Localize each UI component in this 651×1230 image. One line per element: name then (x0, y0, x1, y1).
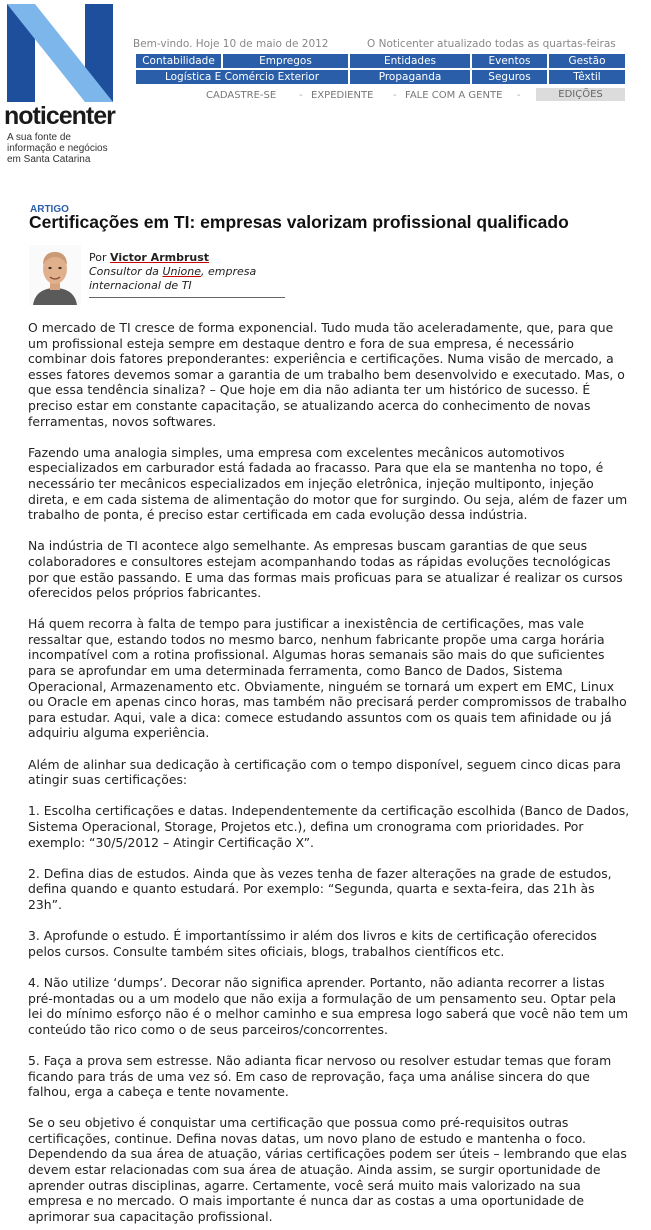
role-suffix: , empresa internacional de TI (89, 265, 257, 292)
role-prefix: Consultor da (89, 265, 159, 278)
nav-eventos[interactable]: Eventos (472, 54, 547, 68)
article-paragraph: Na indústria de TI acontece algo semelhante. As empresas buscam garantias de que seus colaboradores e consultores estejam acompanhando todas as rápidas evoluções tecnológicas por que estão passando. E uma das formas mais proficuas para se atualizar é realizar os cursos oferecidos pelos próprios fabricantes. (28, 538, 623, 601)
article-body (28, 320, 632, 1224)
nav-entidades[interactable]: Entidades (350, 54, 470, 68)
author-name[interactable]: Victor Armbrust (110, 251, 210, 264)
update-note: O Noticenter atualizado todas as quartas-feiras (367, 38, 616, 50)
author-photo (29, 245, 81, 305)
tip-3: 3. Aprofunde o estudo. É importantíssimo ir além dos livros e kits de certificação oferecidos pelos cursos. Consulte também sites oficiais, blogs, trabalhos científicos etc. (28, 928, 597, 959)
logo-brand-text: noticenter (4, 102, 115, 130)
nav-seguros[interactable]: Seguros (472, 70, 547, 84)
sub-link-separator: - (393, 90, 397, 101)
byline-prefix: Por (89, 251, 107, 264)
tip-5: 5. Faça a prova sem estresse. Não adianta ficar nervoso ou resolver estudar temas que foram ficando para trás de uma vez só. Em caso de reprovação, faça uma análise sincera do que falhou, erga a cabeça e tente novamente. (28, 1052, 612, 1100)
logo-tagline: A sua fonte de informação e negócios em Santa Catarina (7, 132, 108, 165)
nav-propaganda[interactable]: Propaganda (350, 70, 470, 84)
link-expediente[interactable]: EXPEDIENTE (311, 90, 374, 101)
site-logo[interactable] (3, 2, 118, 167)
article-paragraph: O mercado de TI cresce de forma exponencial. Tudo muda tão aceleradamente, que, para que um profissional esteja sempre em destaque dentro e fora de sua empresa, é necessário combinar dois fatores preponderantes: experiência e certificações. Numa visão de mercado, a esses fatores devemos somar a garantia de um trabalho bem desenvolvido e executado. Mas, o que essa tendência sinaliza? – Que hoje em dia não adianta ter um histórico de sucesso. É preciso estar em constante capacitação, se atualizando acerca do conhecimento de novas ferramentas, novos softwares. (28, 320, 625, 429)
article-paragraph: Fazendo uma analogia simples, uma empresa com excelentes mecânicos automotivos especializados em carburador está fadada ao fracasso. Para que ela se mantenha no topo, é necessário ter mecânicos especializados em injeção eletrônica, injeção multiponto, injeção direta, e em cada sistema de alimentação do motor que for surgindo. Ou seja, além de fazer um trabalho de ponta, é preciso estar certificada em cada evolução dessa indústria. (28, 444, 628, 523)
article-paragraph: Se o seu objetivo é conquistar uma certificação que possua como pré-requisitos outras certificações, continue. Defina novas datas, um novo plano de estudo e mantenha o foco. Dependendo da sua área de atuação, várias certificações podem ser úteis – lembrando que elas devem estar relacionadas com sua área de atuação. Ainda assim, se surgir oportunidade de aprender outras disciplinas, agarre. Certamente, você será muito mais valorizado na sua empresa e no mercado. O mais importante é nunca dar as costas a uma oportunidade de aprimorar sua capacitação profissional. (28, 1115, 627, 1224)
nav-gestao[interactable]: Gestão (549, 54, 625, 68)
link-edicoes[interactable]: EDIÇÕES (536, 88, 625, 101)
nav-empregos[interactable]: Empregos (223, 54, 348, 68)
tip-4: 4. Não utilize ‘dumps’. Decorar não significa aprender. Portanto, não adianta recorrer a listas pré-montadas ou a um modelo que não exija a formulação de um pensamento seu. Optar pela lei do mínimo esforço não é o melhor caminho e sua empresa logo saberá que você não tem um conteúdo tão rico como o de seus parceiros/concorrentes. (28, 974, 629, 1037)
article-paragraph: Além de alinhar sua dedicação à certificação com o tempo disponível, seguem cinco dicas para atingir suas certificações: (28, 756, 622, 788)
company-link[interactable]: Unione (162, 265, 201, 278)
tip-2: 2. Defina dias de estudos. Ainda que às vezes tenha de fazer alterações na grade de estudos, defina quando e quanto estudará. Por exemplo: “Segunda, quarta e sexta-feira, das 21h às 23h”. (28, 865, 612, 912)
nav-logistica[interactable]: Logística E Comércio Exterior (136, 70, 348, 84)
author-role (89, 265, 279, 293)
byline (89, 251, 279, 293)
welcome-date: Bem-vindo. Hoje 10 de maio de 2012 (133, 38, 329, 50)
sub-link-separator: - (517, 90, 521, 101)
link-fale-com-a-gente[interactable]: FALE COM A GENTE (405, 90, 503, 101)
nav-contabilidade[interactable]: Contabilidade (136, 54, 221, 68)
link-cadastre-se[interactable]: CADASTRE-SE (206, 90, 277, 101)
sub-link-separator: - (299, 90, 303, 101)
tip-1: 1. Escolha certificações e datas. Independentemente da certificação escolhida (Banco de Dados, Sistema Operacional, Storage, Projetos etc.), defina um cronograma com prioridades. Por exemplo: “30/5/2012 – Atingir Certificação X”. (28, 803, 630, 850)
nav-textil[interactable]: Têxtil (549, 70, 625, 84)
byline-author-line (89, 251, 279, 265)
article-title: Certificações em TI: empresas valorizam profissional qualificado (29, 212, 569, 232)
byline-divider (89, 297, 285, 298)
logo-n-icon (3, 2, 118, 102)
section-label: ARTIGO (30, 204, 69, 215)
article-paragraph: Há quem recorra à falta de tempo para justificar a inexistência de certificações, mas vale ressaltar que, estando todos no mesmo barco, nenhum fabricante propõe uma carga horária incompatível com a rotina profissional. Algumas horas semanais são mais do que suficientes para se aprofundar em uma determinada ferramenta, como Banco de Dados, Sistema Operacional, Armazenamento etc. Obviamente, ninguém se tornará um expert em EMC, Linux ou Oracle em apenas cinco horas, mas também não precisará perder compromissos de trabalho para estudar. Aqui, vale a dica: comece estudando assuntos com os quais tem afinidade ou já adquiriu alguma experiência. (28, 616, 627, 741)
